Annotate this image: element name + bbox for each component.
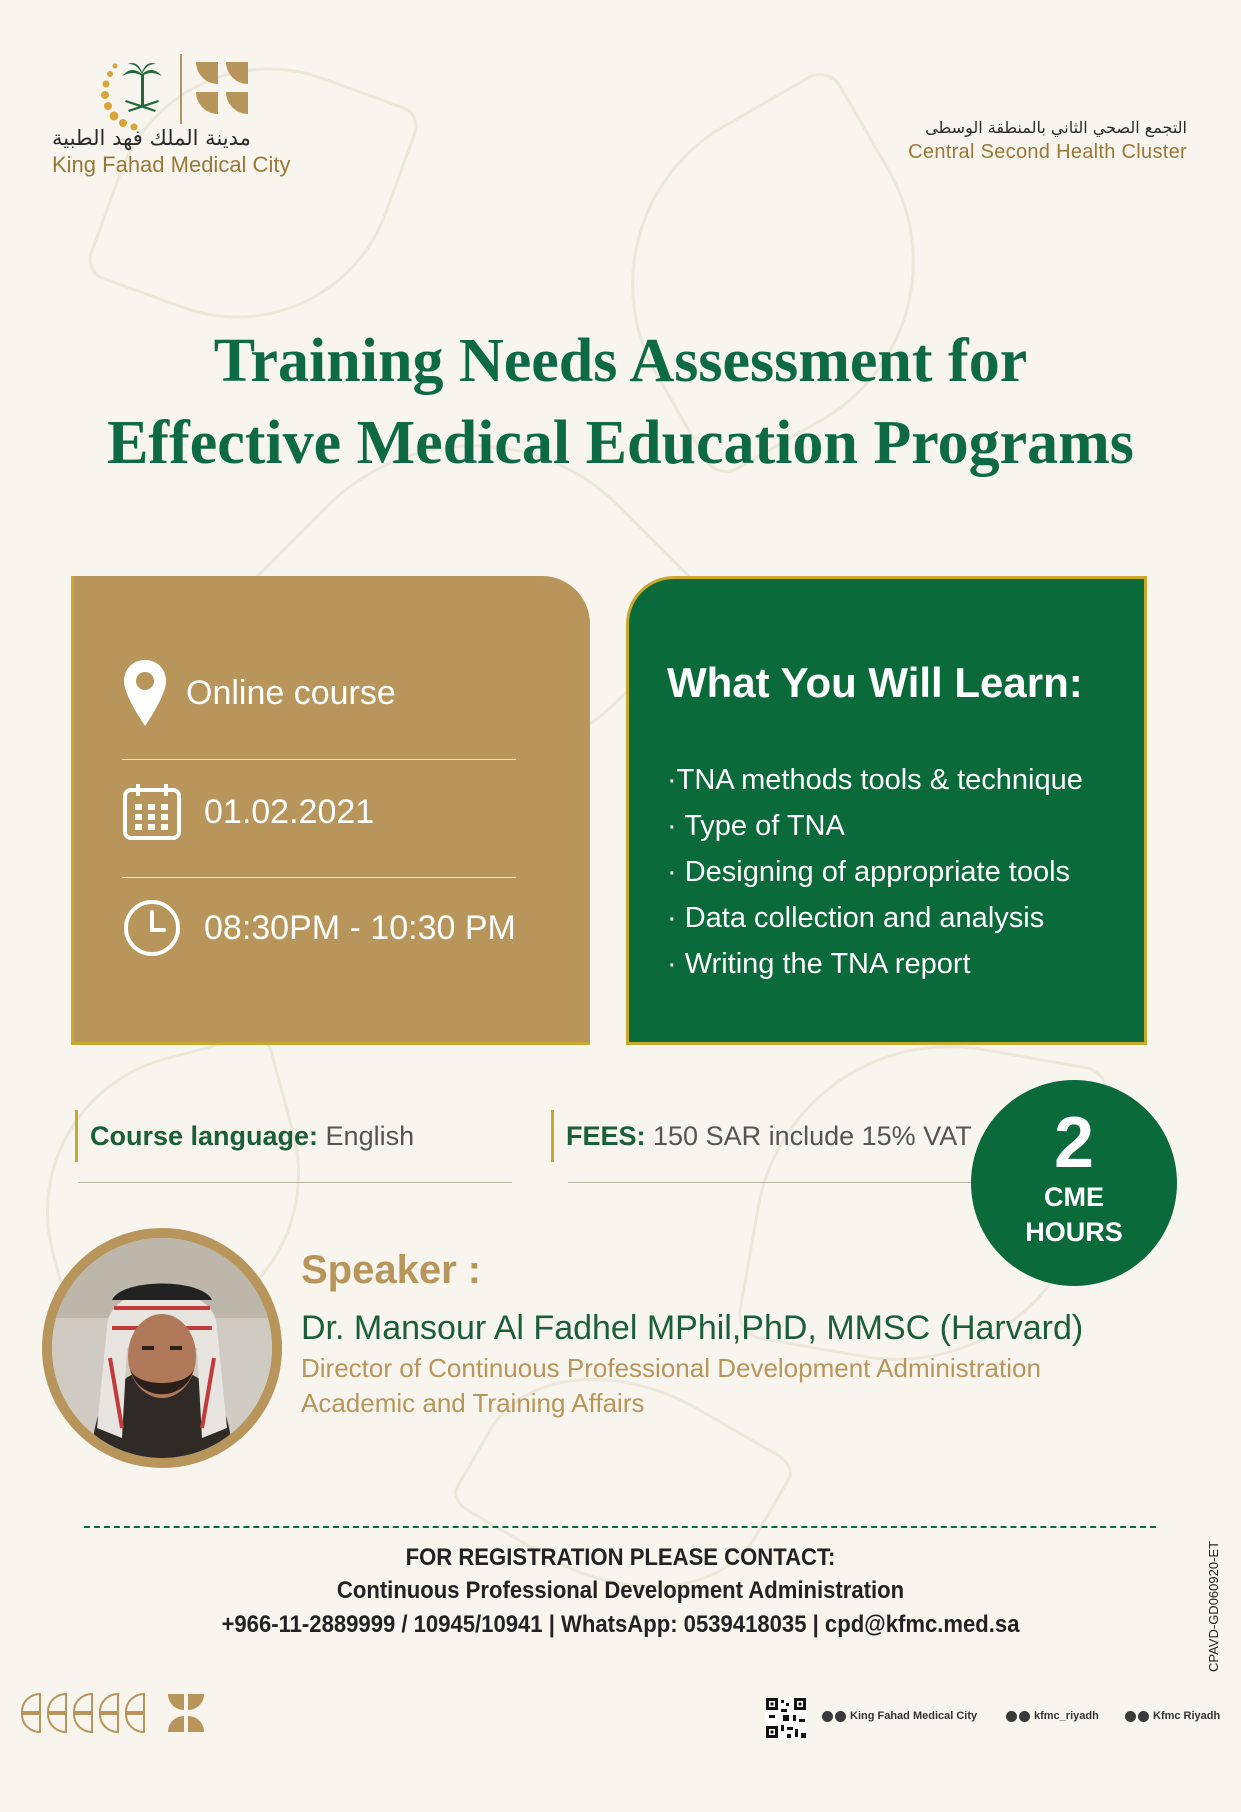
kfmc-petal-icon xyxy=(192,58,252,118)
fees-label: FEES: xyxy=(566,1121,646,1151)
speaker-photo xyxy=(42,1228,282,1468)
kfmc-logo xyxy=(52,48,322,188)
social-twitter-label: kfmc_riyadh xyxy=(1034,1710,1099,1722)
clock-icon xyxy=(122,898,182,958)
qr-code-icon[interactable] xyxy=(765,1697,807,1739)
dashed-separator xyxy=(84,1526,1156,1528)
fees-underline xyxy=(568,1182,978,1183)
youtube-icon xyxy=(1125,1711,1136,1722)
course-fees xyxy=(551,1110,972,1162)
document-code: CPAVD-GD060920-ET xyxy=(1206,1540,1221,1672)
location-pin-icon xyxy=(122,658,168,728)
kfmc-english-name: King Fahad Medical City xyxy=(52,152,291,177)
learn-list-item: · Writing the TNA report xyxy=(667,948,971,980)
cluster-arabic-name: التجمع الصحي الثاني بالمنطقة الوسطى xyxy=(925,118,1187,137)
speaker-portrait-icon xyxy=(52,1238,272,1458)
speaker-department: Academic and Training Affairs xyxy=(301,1388,645,1418)
registration-contact xyxy=(0,1542,1241,1642)
cluster-english-name: Central Second Health Cluster xyxy=(908,141,1187,163)
contact-department: Continuous Professional Development Administration xyxy=(336,1577,905,1604)
speaker-title: Director of Continuous Professional Development Administration xyxy=(301,1353,1041,1383)
social-website-label: King Fahad Medical City xyxy=(850,1710,978,1722)
kfmc-arabic-name: مدينة الملك فهد الطبية xyxy=(52,126,251,150)
time-text: 08:30PM - 10:30 PM xyxy=(204,908,516,947)
speaker-name: Dr. Mansour Al Fadhel MPhil,PhD, MMSC (Harvard) xyxy=(301,1309,1084,1347)
learn-list xyxy=(667,757,1083,987)
location-text: Online course xyxy=(186,673,396,712)
cme-label-line2: HOURS xyxy=(1025,1217,1123,1247)
contact-details[interactable]: +966-11-2889999 / 10945/10941 | WhatsApp: 0539418035 | cpd@kfmc.med.sa xyxy=(221,1611,1020,1638)
course-language-value: English xyxy=(318,1121,415,1151)
social-website[interactable] xyxy=(822,1710,977,1722)
instagram-icon xyxy=(1019,1711,1030,1722)
learn-heading: What You Will Learn: xyxy=(667,659,1083,706)
contact-heading: FOR REGISTRATION PLEASE CONTACT: xyxy=(405,1544,836,1571)
youtube-icon xyxy=(835,1711,846,1722)
cme-label-line1: CME xyxy=(1044,1182,1104,1212)
footer-petal-pattern xyxy=(18,1690,208,1736)
logo-divider xyxy=(180,54,182,124)
course-details-panel xyxy=(71,576,590,1045)
learn-list-item: · Type of TNA xyxy=(667,810,845,842)
social-facebook[interactable] xyxy=(1125,1710,1220,1722)
facebook-icon xyxy=(1138,1711,1149,1722)
date-text: 01.02.2021 xyxy=(204,792,375,831)
fees-value: 150 SAR include 15% VAT xyxy=(645,1121,972,1151)
health-cluster-label xyxy=(908,118,1187,164)
course-title xyxy=(0,320,1241,484)
learn-list-item: · Data collection and analysis xyxy=(667,902,1045,934)
learn-list-item: ·TNA methods tools & technique xyxy=(667,764,1083,796)
info-divider xyxy=(122,877,516,878)
learning-outcomes-panel xyxy=(626,576,1147,1045)
saudi-emblem-icon xyxy=(92,54,182,134)
social-facebook-label: Kfmc Riyadh xyxy=(1153,1710,1221,1722)
info-divider xyxy=(122,759,516,760)
speaker-heading: Speaker : xyxy=(301,1248,482,1292)
cme-hours-number: 2 xyxy=(1053,1103,1095,1183)
calendar-icon xyxy=(122,782,182,842)
time-row xyxy=(122,898,516,958)
document-code-wrapper xyxy=(1206,1540,1226,1812)
course-language xyxy=(75,1110,414,1162)
course-title-line1: Training Needs Assessment for xyxy=(213,327,1028,395)
date-row xyxy=(122,782,374,842)
twitter-icon xyxy=(1006,1711,1017,1722)
learn-list-item: · Designing of appropriate tools xyxy=(667,856,1071,888)
course-language-label: Course language: xyxy=(90,1121,319,1151)
web-icon xyxy=(822,1711,833,1722)
cme-hours-badge xyxy=(971,1080,1177,1286)
cme-hours-label xyxy=(971,1180,1177,1250)
language-underline xyxy=(78,1182,512,1183)
location-row xyxy=(122,658,396,728)
social-twitter[interactable] xyxy=(1006,1710,1099,1722)
course-title-line2: Effective Medical Education Programs xyxy=(107,409,1134,477)
